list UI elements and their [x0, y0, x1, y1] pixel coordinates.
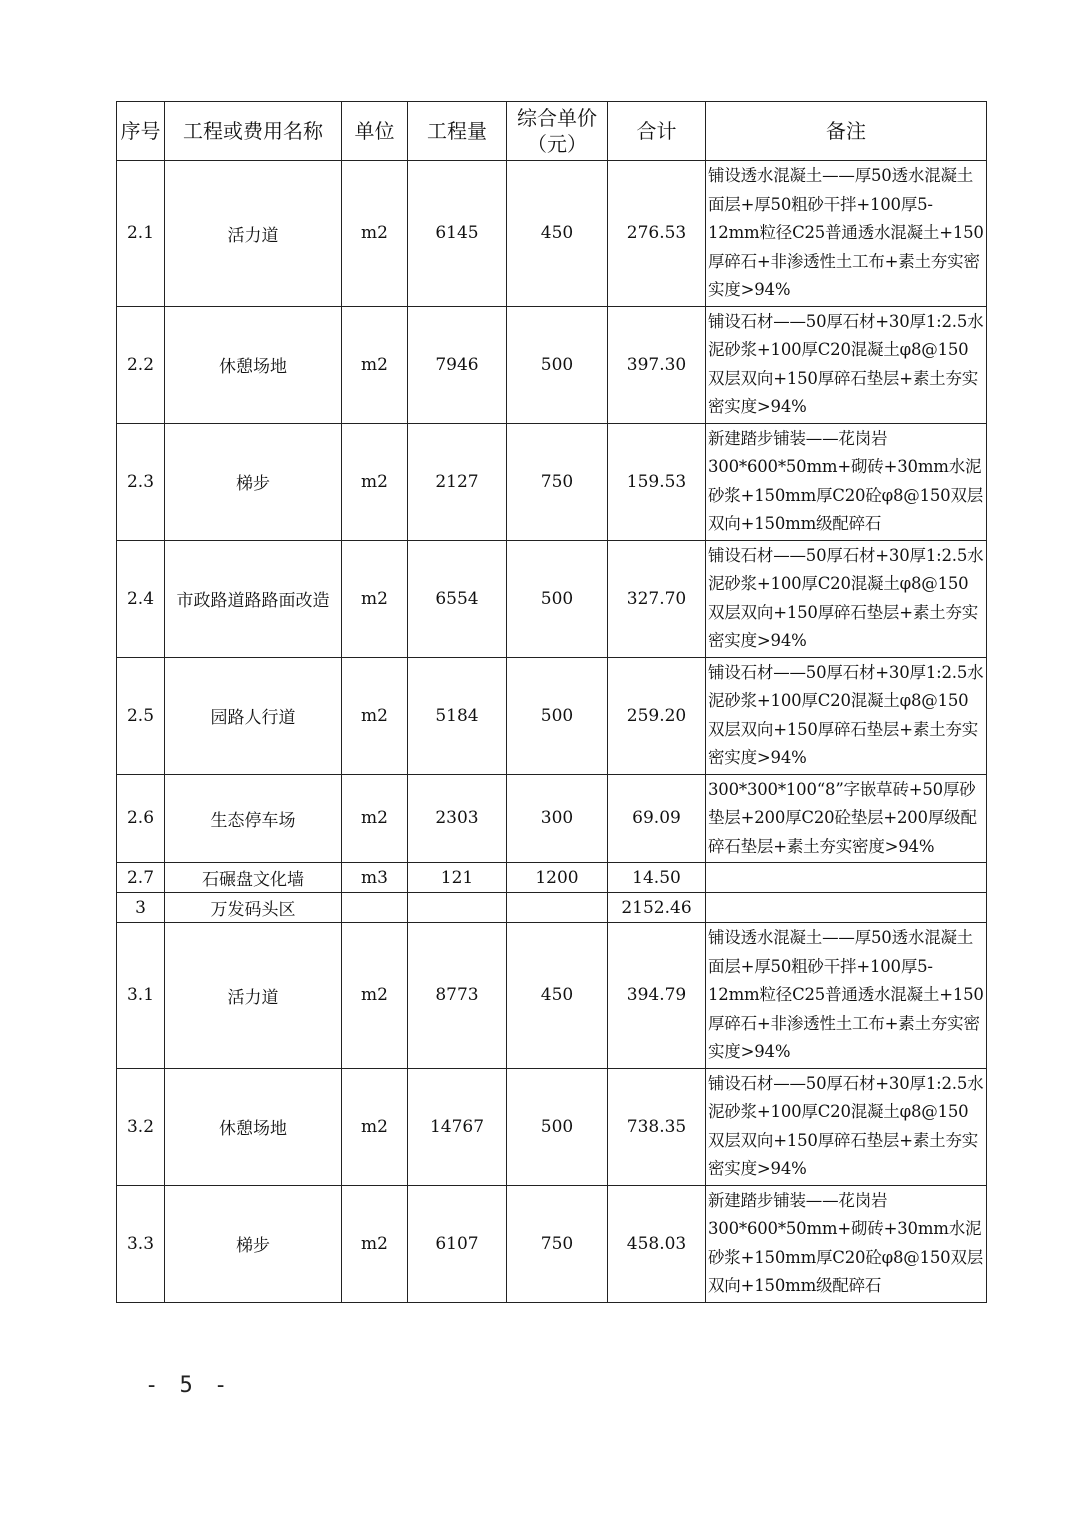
cell-qty: 5184: [408, 657, 507, 774]
table-row: [117, 423, 987, 540]
cell-total: 69.09: [608, 774, 706, 863]
cell-unit: m2: [342, 774, 408, 863]
cell-name: 梯步: [165, 1185, 342, 1302]
cell-note: [706, 893, 987, 923]
cell-price: [507, 893, 608, 923]
table-row: [117, 863, 987, 893]
cell-unit: m2: [342, 657, 408, 774]
cell-unit: m2: [342, 923, 408, 1069]
cell-unit: m2: [342, 423, 408, 540]
cell-name: 活力道: [165, 923, 342, 1069]
header-qty: 工程量: [408, 102, 507, 161]
cell-price: 500: [507, 540, 608, 657]
cell-qty: 6554: [408, 540, 507, 657]
cell-name: 石碾盘文化墙: [165, 863, 342, 893]
cell-name: 万发码头区: [165, 893, 342, 923]
cell-name: 休憩场地: [165, 1068, 342, 1185]
header-unit: 单位: [342, 102, 408, 161]
cell-total: 259.20: [608, 657, 706, 774]
table-row: [117, 923, 987, 1069]
cell-note: 铺设石材——50厚石材+30厚1:2.5水泥砂浆+100厚C20混凝土φ8@150双层双向+150厚碎石垫层+素土夯实密实度>94%: [706, 657, 987, 774]
cell-unit: m2: [342, 1068, 408, 1185]
cell-price: 450: [507, 923, 608, 1069]
table-row: [117, 1068, 987, 1185]
cell-qty: 7946: [408, 306, 507, 423]
cell-note: 新建踏步铺装——花岗岩300*600*50mm+砌砖+30mm水泥砂浆+150mm厚C20砼φ8@150双层双向+150mm级配碎石: [706, 423, 987, 540]
cell-note: 铺设石材——50厚石材+30厚1:2.5水泥砂浆+100厚C20混凝土φ8@150双层双向+150厚碎石垫层+素土夯实密实度>94%: [706, 306, 987, 423]
cell-price: 1200: [507, 863, 608, 893]
cell-no: 3: [117, 893, 165, 923]
cell-name: 梯步: [165, 423, 342, 540]
cell-total: 276.53: [608, 161, 706, 307]
header-name: 工程或费用名称: [165, 102, 342, 161]
table-row: [117, 306, 987, 423]
cell-total: 397.30: [608, 306, 706, 423]
page-number: - 5 -: [145, 1373, 232, 1398]
cell-price: 750: [507, 423, 608, 540]
header-no: 序号: [117, 102, 165, 161]
cost-table: [116, 101, 987, 1303]
table-header-row: [117, 102, 987, 161]
header-note: 备注: [706, 102, 987, 161]
cell-name: 市政路道路路面改造: [165, 540, 342, 657]
cell-no: 2.5: [117, 657, 165, 774]
table-row: [117, 774, 987, 863]
cell-price: 500: [507, 306, 608, 423]
cell-name: 园路人行道: [165, 657, 342, 774]
cell-price: 300: [507, 774, 608, 863]
cell-qty: 121: [408, 863, 507, 893]
cell-note: 新建踏步铺装——花岗岩300*600*50mm+砌砖+30mm水泥砂浆+150mm厚C20砼φ8@150双层双向+150mm级配碎石: [706, 1185, 987, 1302]
cell-no: 3.3: [117, 1185, 165, 1302]
cell-price: 750: [507, 1185, 608, 1302]
cell-unit: m2: [342, 161, 408, 307]
header-total: 合计: [608, 102, 706, 161]
cell-note: 铺设石材——50厚石材+30厚1:2.5水泥砂浆+100厚C20混凝土φ8@150双层双向+150厚碎石垫层+素土夯实密实度>94%: [706, 540, 987, 657]
cell-qty: [408, 893, 507, 923]
cell-name: 休憩场地: [165, 306, 342, 423]
cell-total: 2152.46: [608, 893, 706, 923]
table-row: [117, 161, 987, 307]
cell-no: 2.7: [117, 863, 165, 893]
cell-no: 2.2: [117, 306, 165, 423]
cell-no: 2.6: [117, 774, 165, 863]
cell-qty: 2127: [408, 423, 507, 540]
cell-qty: 6145: [408, 161, 507, 307]
cell-note: 铺设石材——50厚石材+30厚1:2.5水泥砂浆+100厚C20混凝土φ8@150双层双向+150厚碎石垫层+素土夯实密实度>94%: [706, 1068, 987, 1185]
cell-unit: m3: [342, 863, 408, 893]
cell-unit: m2: [342, 540, 408, 657]
table-row: [117, 1185, 987, 1302]
cell-unit: m2: [342, 306, 408, 423]
cell-name: 生态停车场: [165, 774, 342, 863]
table-row: [117, 657, 987, 774]
cell-total: 14.50: [608, 863, 706, 893]
cell-qty: 6107: [408, 1185, 507, 1302]
cell-note: 铺设透水混凝土——厚50透水混凝土面层+厚50粗砂干拌+100厚5-12mm粒径C25普通透水混凝土+150厚碎石+非渗透性土工布+素土夯实密实度>94%: [706, 161, 987, 307]
cell-no: 3.2: [117, 1068, 165, 1185]
cell-name: 活力道: [165, 161, 342, 307]
cell-unit: m2: [342, 1185, 408, 1302]
cell-price: 500: [507, 657, 608, 774]
cell-total: 738.35: [608, 1068, 706, 1185]
cell-no: 2.3: [117, 423, 165, 540]
cell-price: 500: [507, 1068, 608, 1185]
cell-total: 394.79: [608, 923, 706, 1069]
table-body: [117, 161, 987, 1303]
cell-qty: 14767: [408, 1068, 507, 1185]
cell-no: 2.1: [117, 161, 165, 307]
cell-price: 450: [507, 161, 608, 307]
cell-total: 159.53: [608, 423, 706, 540]
cell-note: 300*300*100“8”字嵌草砖+50厚砂垫层+200厚C20砼垫层+200厚级配碎石垫层+素土夯实密度>94%: [706, 774, 987, 863]
table-row: [117, 540, 987, 657]
cell-total: 458.03: [608, 1185, 706, 1302]
cell-note: 铺设透水混凝土——厚50透水混凝土面层+厚50粗砂干拌+100厚5-12mm粒径C25普通透水混凝土+150厚碎石+非渗透性土工布+素土夯实密实度>94%: [706, 923, 987, 1069]
cell-unit: [342, 893, 408, 923]
cell-qty: 8773: [408, 923, 507, 1069]
cell-note: [706, 863, 987, 893]
table-row: [117, 893, 987, 923]
cell-no: 2.4: [117, 540, 165, 657]
cell-qty: 2303: [408, 774, 507, 863]
header-price: 综合单价 （元）: [507, 102, 608, 161]
cell-total: 327.70: [608, 540, 706, 657]
cell-no: 3.1: [117, 923, 165, 1069]
